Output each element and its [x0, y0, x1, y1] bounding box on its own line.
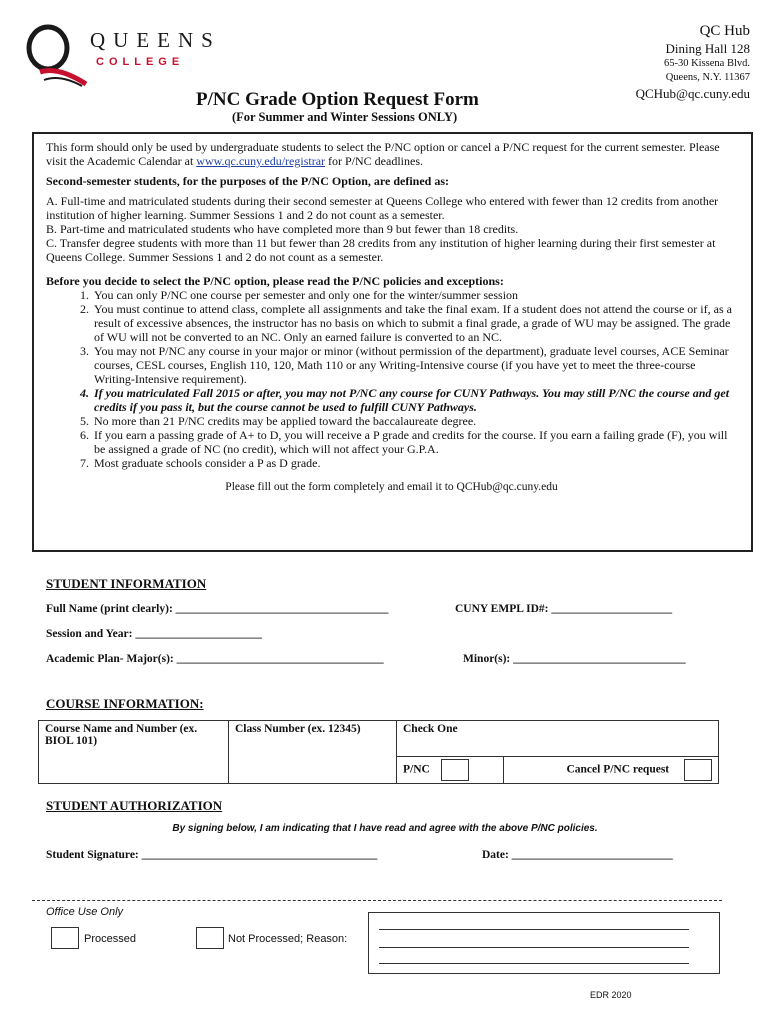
empl-id-field[interactable]: CUNY EMPL ID#: _____________________	[455, 603, 673, 615]
contact-block	[636, 22, 750, 102]
policy-item: 6. If you earn a passing grade of A+ to D, you will receive a P grade and credits for the course. If you earn a failing grade (F), you will be assigned a grade of NC (no credit), which will not affect your G.P.A.	[92, 428, 737, 456]
intro-text: This form should only be used by undergraduate students to select the P/NC option or cancel a P/NC request for the current semester. Please visit the Academic Calendar at	[46, 140, 720, 168]
cancel-checkbox[interactable]	[684, 759, 712, 781]
course-info-heading: COURSE INFORMATION:	[46, 696, 204, 711]
form-code: EDR 2020	[590, 990, 632, 1000]
definition-c: C. Transfer degree students with more than 11 but fewer than 28 credits from any institution of higher learning during their first semester at Queens College. Summer Sessions 1 and 2 do not count as a semester.	[46, 236, 716, 264]
policy-box	[32, 132, 753, 552]
registrar-link[interactable]: www.qc.cuny.edu/registrar	[196, 154, 326, 168]
second-semester-heading: Second-semester students, for the purposes of the P/NC Option, are defined as:	[46, 174, 449, 188]
reason-line	[379, 929, 689, 930]
course-table	[38, 720, 719, 784]
intro-text-end: for P/NC deadlines.	[325, 154, 424, 168]
student-info-heading: STUDENT INFORMATION	[46, 576, 207, 591]
policy-item-pathways: 4. If you matriculated Fall 2015 or after, you may not P/NC any course for CUNY Pathways. You may still P/NC the course and get credits if you pass it, but the course cannot be used to fulfill CUNY Pathways.	[92, 386, 737, 414]
reason-box[interactable]	[368, 912, 720, 974]
authorization-heading: STUDENT AUTHORIZATION	[46, 798, 223, 813]
office-use-label: Office Use Only	[46, 906, 124, 918]
pnc-option	[397, 757, 504, 784]
office-city: Queens, N.Y. 11367	[665, 72, 750, 83]
date-field[interactable]: Date: ____________________________	[482, 849, 673, 861]
pnc-checkbox[interactable]	[441, 759, 469, 781]
logo-subtitle: COLLEGE	[96, 56, 185, 68]
policy-list	[92, 288, 737, 470]
course-name-cell[interactable]	[39, 721, 229, 784]
processed-checkbox[interactable]	[51, 927, 79, 949]
form-title: P/NC Grade Option Request Form	[196, 89, 479, 110]
office-divider	[32, 900, 722, 901]
session-year-field[interactable]: Session and Year: ______________________	[46, 628, 262, 640]
course-name-header: Course Name and Number (ex. BIOL 101)	[45, 723, 198, 747]
policies-heading: Before you decide to select the P/NC option, please read the P/NC policies and exceptions:	[46, 274, 504, 288]
office-street: 65-30 Kissena Blvd.	[663, 58, 750, 69]
form-subtitle: (For Summer and Winter Sessions ONLY)	[232, 110, 458, 124]
logo-wordmark: QUEENS	[90, 28, 221, 52]
pnc-label: P/NC	[403, 763, 430, 776]
class-number-cell[interactable]	[229, 721, 397, 784]
not-processed-checkbox[interactable]	[196, 927, 224, 949]
definition-a: A. Full-time and matriculated students during their second semester at Queens College who entered with fewer than 12 credits from another institution of higher learning. Summer Sessions 1 and 2 do not count as a semester.	[46, 194, 719, 222]
q-logo-icon	[24, 22, 90, 88]
signature-field[interactable]: Student Signature: _________________________________________	[46, 849, 378, 861]
policy-item: 3. You may not P/NC any course in your major or minor (without permission of the department), graduate level courses, ACE Seminar courses, CESL courses, English 110, 120, Math 110 or any Writing-Intensive course (if you have yet to meet the three-course Writing-Intensive requirement).	[92, 344, 737, 386]
fill-instructions: Please fill out the form completely and email it to QCHub@qc.cuny.edu	[225, 481, 558, 493]
minor-field[interactable]: Minor(s): ______________________________	[463, 653, 686, 665]
queens-college-logo	[24, 22, 254, 88]
policy-item: 7. Most graduate schools consider a P as D grade.	[92, 456, 737, 470]
office-name: QC Hub	[699, 23, 750, 39]
processed-label: Processed	[84, 933, 136, 945]
full-name-field[interactable]: Full Name (print clearly): _____________________________________	[46, 603, 389, 615]
major-field[interactable]: Academic Plan- Major(s): ____________________________________	[46, 653, 384, 665]
office-location: Dining Hall 128	[665, 41, 750, 56]
class-number-header: Class Number (ex. 12345)	[235, 723, 361, 735]
not-processed-label: Not Processed; Reason:	[228, 933, 348, 945]
reason-line	[379, 947, 689, 948]
policy-item: 1. You can only P/NC one course per semester and only one for the winter/summer session	[92, 288, 737, 302]
authorization-note: By signing below, I am indicating that I have read and agree with the above P/NC policies.	[172, 823, 598, 834]
definition-b: B. Part-time and matriculated students who have completed more than 9 but fewer than 18 credits.	[46, 222, 519, 236]
reason-line	[379, 963, 689, 964]
office-email[interactable]: QCHub@qc.cuny.edu	[635, 86, 750, 101]
policy-item: 2. You must continue to attend class, complete all assignments and take the final exam. If a student does not attend the course or if, as a result of excessive absences, the instructor has no basis on which to submit a final grade, a grade of WU may be assigned. The grade of WU will not be converted to an NC. Only an earned failure is converted to an NC.	[92, 302, 737, 344]
cancel-option	[503, 757, 718, 784]
policy-item: 5. No more than 21 P/NC credits may be applied toward the baccalaureate degree.	[92, 414, 737, 428]
intro-paragraph	[46, 140, 737, 168]
check-one-header: Check One	[397, 721, 719, 757]
cancel-label: Cancel P/NC request	[566, 763, 670, 776]
